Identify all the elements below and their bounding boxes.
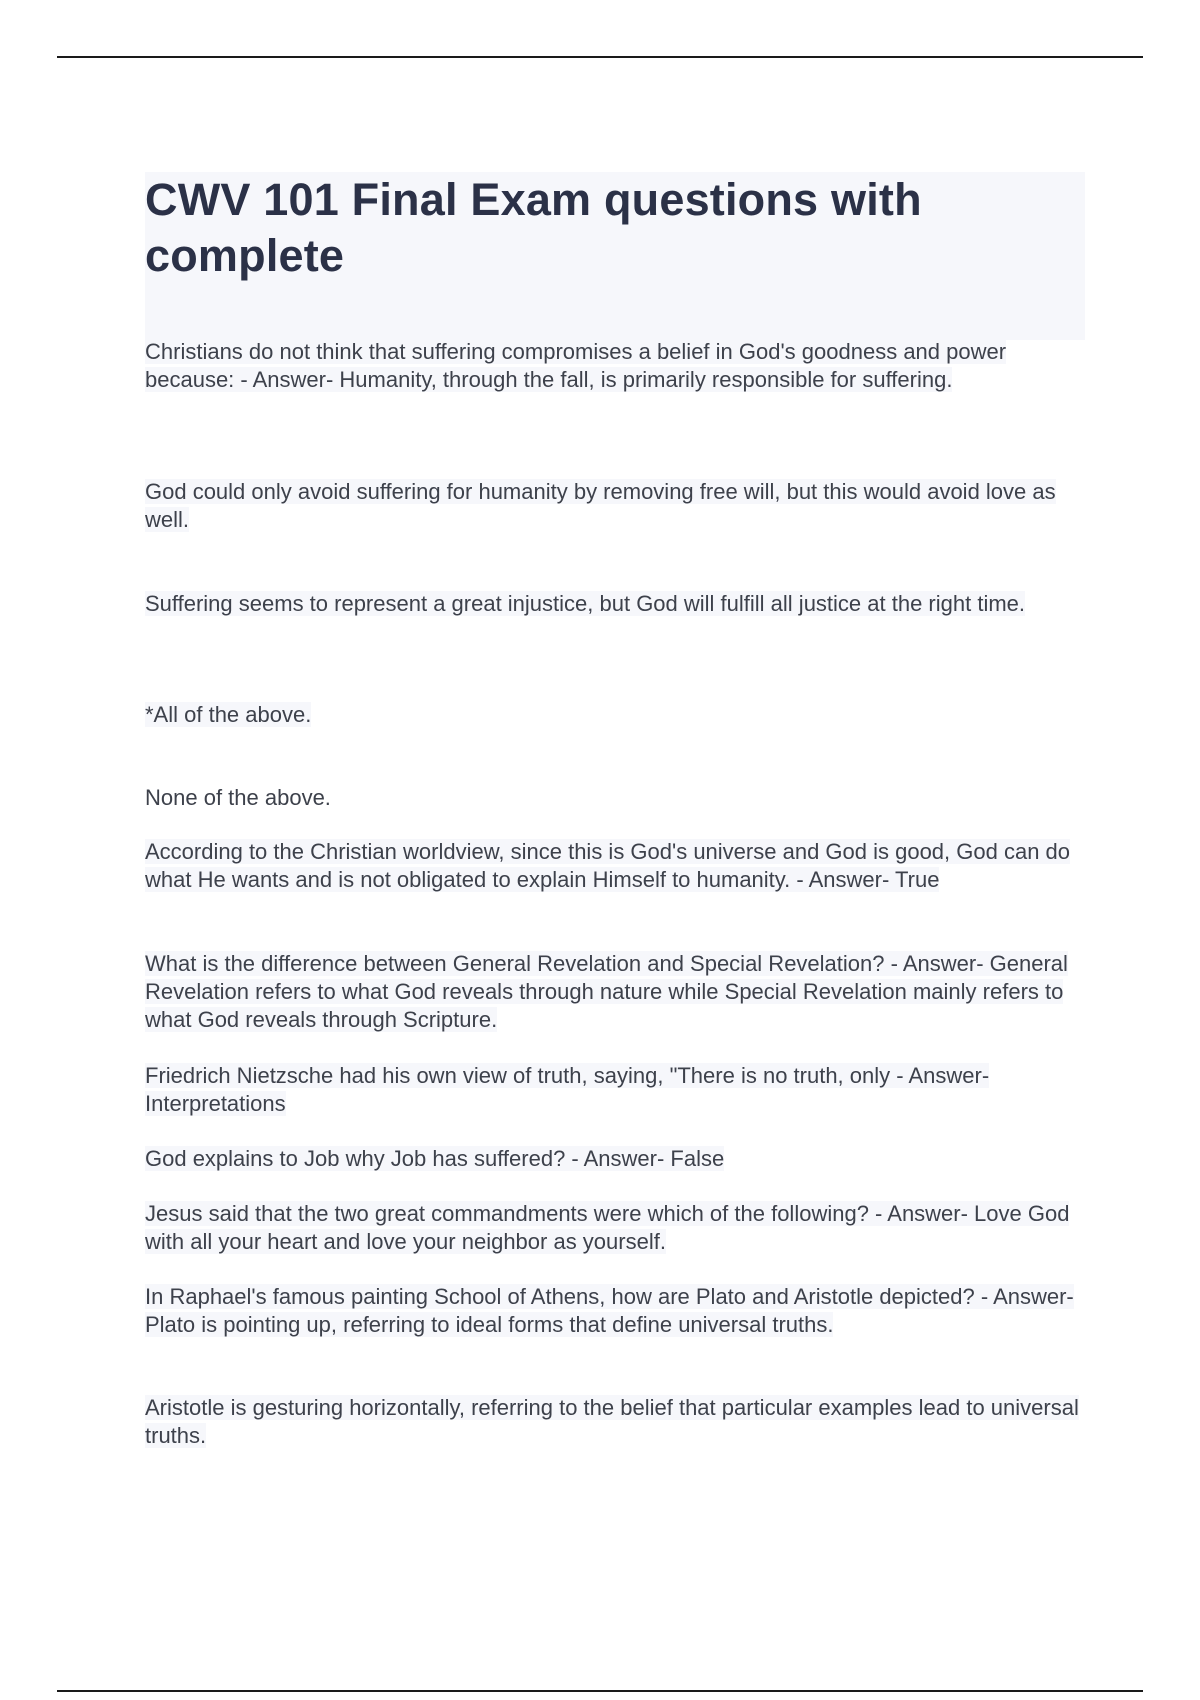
paragraph-q7 [145,1283,1090,1339]
paragraph-q7-continued [145,1394,1090,1450]
paragraph-q4-text: Friedrich Nietzsche had his own view of truth, saying, "There is no truth, only - Answer- Interpretations [145,1063,990,1116]
paragraph-q7-continued-text: Aristotle is gesturing horizontally, referring to the belief that particular examples lead to universal truths. [145,1395,1079,1448]
title-block [145,172,1085,340]
paragraph-q5 [145,1145,1090,1173]
paragraph-q6 [145,1200,1090,1256]
paragraph-q3-text: What is the difference between General Revelation and Special Revelation? - Answer- General Revelation refers to what God reveals through nature while Special Revelation mainly refers to what God reveals through Scripture. [145,951,1068,1032]
paragraph-q1-option-2 [145,478,1090,534]
paragraph-q3 [145,950,1090,1034]
paragraph-q1-option-5 [145,784,1090,812]
paragraph-q1-option-4 [145,701,1090,729]
paragraph-q1-option-3-text: Suffering seems to represent a great injustice, but God will fulfill all justice at the right time. [145,591,1026,616]
paragraph-q1-text: Christians do not think that suffering compromises a belief in God's goodness and power because: - Answer- Humanity, through the fall, is primarily responsible for suffering. [145,339,1007,392]
paragraph-q1-option-5-text: None of the above. [145,785,331,810]
paragraph-q6-text: Jesus said that the two great commandments were which of the following? - Answer- Love God with all your heart and love your neighbor as yourself. [145,1201,1070,1254]
bottom-rule [57,1690,1143,1692]
paragraph-q2 [145,838,1090,894]
document-title: CWV 101 Final Exam questions with complete [145,174,922,281]
paragraph-q1-option-4-text: *All of the above. [145,702,312,727]
top-rule [57,56,1143,58]
paragraph-q1-option-2-text: God could only avoid suffering for humanity by removing free will, but this would avoid love as well. [145,479,1056,532]
paragraph-q1 [145,338,1090,394]
paragraph-q2-text: According to the Christian worldview, since this is God's universe and God is good, God can do what He wants and is not obligated to explain Himself to humanity. - Answer- True [145,839,1071,892]
paragraph-q5-text: God explains to Job why Job has suffered? - Answer- False [145,1146,725,1171]
paragraph-q7-text: In Raphael's famous painting School of Athens, how are Plato and Aristotle depicted? - Answer- Plato is pointing up, referring to ideal forms that define universal truths. [145,1284,1074,1337]
paragraph-q4 [145,1062,1090,1118]
paragraph-q1-option-3 [145,590,1090,618]
